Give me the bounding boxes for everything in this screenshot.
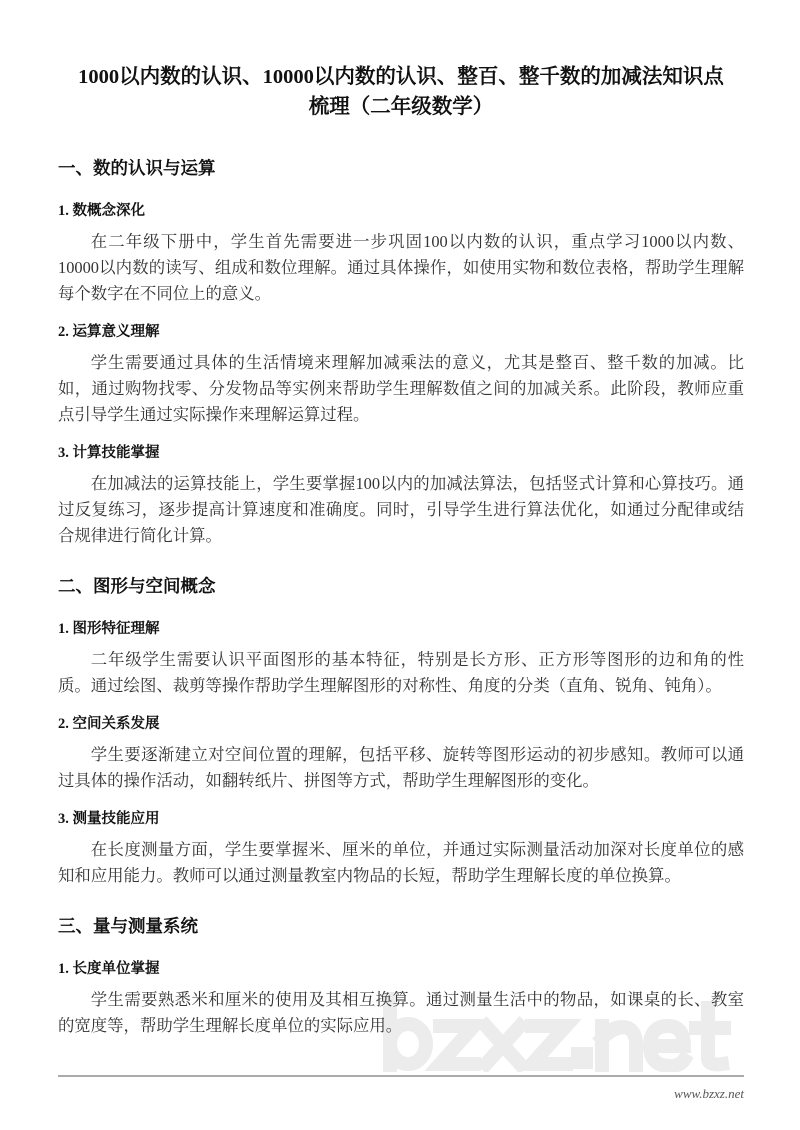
paragraph-2-1: 二年级学生需要认识平面图形的基本特征，特别是长方形、正方形等图形的边和角的性质。通过绘图、裁剪等操作帮助学生理解图形的对称性、角度的分类（直角、锐角、钝角）。 — [58, 650, 744, 695]
section-heading-3: 三、量与测量系统 — [58, 916, 198, 936]
footer-url: www.bzxz.net — [674, 1086, 744, 1101]
paragraph-2-3: 在长度测量方面，学生要掌握米、厘米的单位，并通过实际测量活动加深对长度单位的感知和应用能力。教师可以通过测量教室内物品的长短，帮助学生理解长度的单位换算。 — [58, 840, 744, 885]
subheading-2-2: 2. 空间关系发展 — [58, 716, 160, 732]
subheading-1-1: 1. 数概念深化 — [58, 203, 145, 219]
paragraph-3-1: 学生需要熟悉米和厘米的使用及其相互换算。通过测量生活中的物品，如课桌的长、教室的宽度等，帮助学生理解长度单位的实际应用。 — [58, 990, 744, 1035]
paragraph-1-1: 在二年级下册中，学生首先需要进一步巩固100以内数的认识，重点学习1000以内数、10000以内数的读写、组成和数位理解。通过具体操作，如使用实物和数位表格，帮助学生理解每个数字在不同位上的意义。 — [58, 232, 744, 303]
subheading-2-3: 3. 测量技能应用 — [58, 811, 160, 827]
subheading-1-2: 2. 运算意义理解 — [58, 324, 160, 340]
subheading-3-1: 1. 长度单位掌握 — [58, 961, 160, 977]
paragraph-1-2: 学生需要通过具体的生活情境来理解加减乘法的意义，尤其是整百、整千数的加减。比如，通过购物找零、分发物品等实例来帮助学生理解数值之间的加减关系。此阶段，教师应重点引导学生通过实际操作来理解运算过程。 — [58, 353, 744, 424]
section-heading-2: 二、图形与空间概念 — [58, 576, 216, 596]
paragraph-1-3: 在加减法的运算技能上，学生要掌握100以内的加减法算法，包括竖式计算和心算技巧。通过反复练习，逐步提高计算速度和准确度。同时，引导学生进行算法优化，如通过分配律或结合规律进行简化计算。 — [58, 474, 744, 545]
subheading-2-1: 1. 图形特征理解 — [58, 621, 160, 637]
subheading-1-3: 3. 计算技能掌握 — [58, 445, 160, 461]
footer-divider — [58, 1075, 744, 1077]
title-line-1: 1000以内数的认识、10000以内数的认识、整百、整千数的加减法知识点 — [78, 66, 724, 88]
section-heading-1: 一、数的认识与运算 — [58, 158, 216, 178]
document-title — [40, 62, 762, 122]
title-line-2: 梳理（二年级数学） — [308, 96, 494, 118]
paragraph-2-2: 学生要逐渐建立对空间位置的理解，包括平移、旋转等图形运动的初步感知。教师可以通过具体的操作活动，如翻转纸片、拼图等方式，帮助学生理解图形的变化。 — [58, 745, 744, 790]
